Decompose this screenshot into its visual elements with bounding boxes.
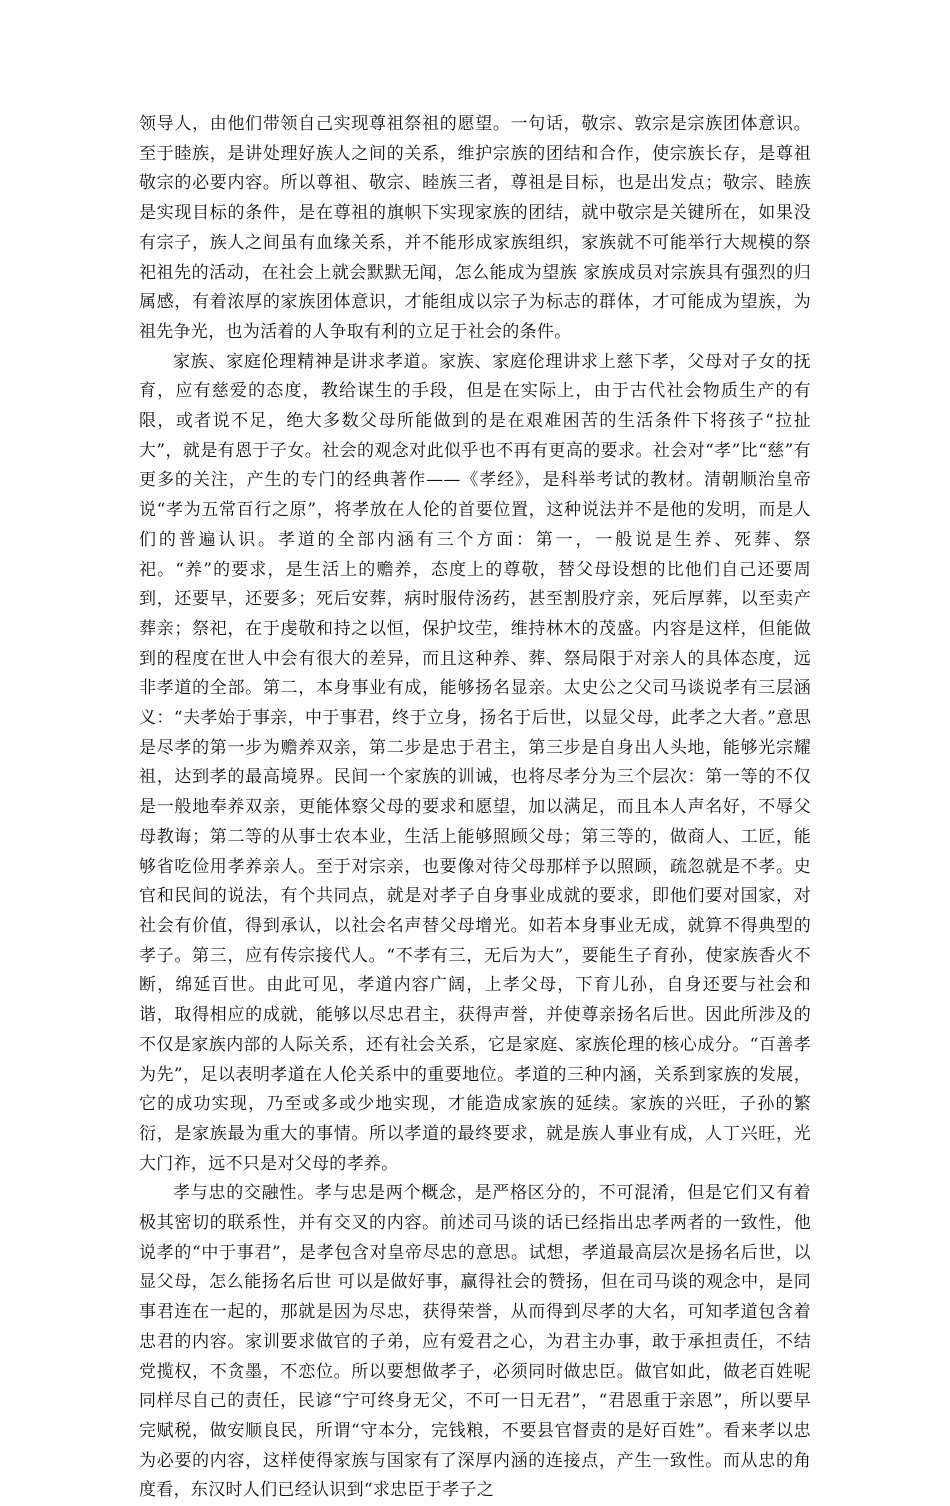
paragraph-xiaodao: 家族、家庭伦理精神是讲求孝道。家族、家庭伦理讲求上慈下孝，父母对子女的抚育，应有慈爱的态度，教给谋生的手段，但是在实际上，由于古代社会物质生产的有限，或者说不足，绝大多数父母所能做到的是在艰难困苦的生活条件下将孩子“拉扯大”，就是有恩于子女。社会的观念对此似乎也不再有更高的要求。社会对“孝”比“慈”有更多的关注，产生的专门的经典著作——《孝经》，是科举考试的教材。清朝顺治皇帝说“孝为五常百行之原”，将孝放在人伦的首要位置，这种说法并不是他的发明，而是人们的普遍认识。孝道的全部内涵有三个方面：第一，一般说是生养、死葬、祭祀。“养”的要求，是生活上的赡养，态度上的尊敬，替父母设想的比他们自己还要周到，还要早，还要多；死后安葬，病时服侍汤药，甚至割股疗亲，死后厚葬，以至卖产葬亲；祭祀，在于虔敬和持之以恒，保护坟茔，维持林木的茂盛。内容是这样，但能做到的程度在世人中会有很大的差异，而且这种养、葬、祭局限于对亲人的具体态度，远非孝道的全部。第二，本身事业有成，能够扬名显亲。太史公之父司马谈说孝有三层涵义：“夫孝始于事亲，中于事君，终于立身，扬名于后世，以显父母，此孝之大者。”意思是尽孝的第一步为赡养双亲，第二步是忠于君主，第三步是自身出人头地，能够光宗耀祖，达到孝的最高境界。民间一个家族的训诫，也将尽孝分为三个层次：第一等的不仅是一般地奉养双亲，更能体察父母的要求和愿望，加以满足，而且本人声名好，不辱父母教诲；第二等的从事士农本业，生活上能够照顾父母；第三等的，做商人、工匠，能够省吃俭用孝养亲人。至于对宗亲，也要像对待父母那样予以照顾，疏忽就是不孝。史官和民间的说法，有个共同点，就是对孝子自身事业成就的要求，即他们要对国家，对社会有价值，得到承认，以社会名声替父母增光。如若本身事业无成，就算不得典型的孝子。第三，应有传宗接代人。“不孝有三，无后为大”，要能生子育孙，使家族香火不断，绵延百世。由此可见，孝道内容广阔，上孝父母，下育儿孙，自身还要与社会和谐，取得相应的成就，能够以尽忠君主，获得声誉，并使尊亲扬名后世。因此所涉及的不仅是家族内部的人际关系，还有社会关系，它是家庭、家族伦理的核心成分。“百善孝为先”，足以表明孝道在人伦关系中的重要地位。孝道的三种内涵，关系到家族的发展，它的成功实现，乃至或多或少地实现，才能造成家族的延续。家族的兴旺，子孙的繁衍，是家族最为重大的事情。所以孝道的最终要求，就是族人事业有成，人丁兴旺，光大门祚，远不只是对父母的孝养。 (139, 351, 811, 1174)
paragraph-xiao-yu-zhong: 孝与忠的交融性。孝与忠是两个概念，是严格区分的，不可混淆，但是它们又有着极其密切的联系性，并有交叉的内容。前述司马谈的话已经指出忠孝两者的一致性，他说孝的“中于事君”，是孝包含对皇帝尽忠的意思。试想，孝道最高层次是扬名后世，以显父母，怎么能扬名后世 可以是做好事，赢得社会的赞扬，但在司马谈的观念中，是同事君连在一起的，那就是因为尽忠，获得荣誉，从而得到尽孝的大名，可知孝道包含着忠君的内容。家训要求做官的子弟，应有爱君之心，为君主办事，敢于承担责任，不结党揽权，不贪墨，不恋位。所以要想做孝子，必须同时做忠臣。做官如此，做老百姓呢 同样尽自己的责任，民谚“宁可终身无父，不可一日无君”，“君恩重于亲恩”，所以要早完赋税，做安顺良民，所谓“守本分，完钱粮，不要县官督责的是好百姓”。看来孝以忠为必要的内容，这样使得家族与国家有了深厚内涵的连接点，产生一致性。而从忠的角度看，东汉时人们已经认识到“求忠臣于孝子之 (139, 1183, 811, 1501)
paragraph-zongzu-yishi: 领导人，由他们带领自己实现尊祖祭祖的愿望。一句话，敬宗、敦宗是宗族团体意识。至于睦族，是讲处理好族人之间的关系，维护宗族的团结和合作，使宗族长存，是尊祖敬宗的必要内容。所以尊祖、敬宗、睦族三者，尊祖是目标，也是出发点；敬宗、睦族是实现目标的条件，是在尊祖的旗帜下实现家族的团结，就中敬宗是关键所在，如果没有宗子，族人之间虽有血缘关系，并不能形成家族组织，家族就不可能举行大规模的祭祀祖先的活动，在社会上就会默默无闻，怎么能成为望族 家族成员对宗族具有强烈的归属感，有着浓厚的家族团体意识，才能组成以宗子为标志的群体，才可能成为望族，为祖先争光，也为活着的人争取有利的立足于社会的条件。 (139, 114, 811, 342)
document-body (139, 110, 811, 1506)
